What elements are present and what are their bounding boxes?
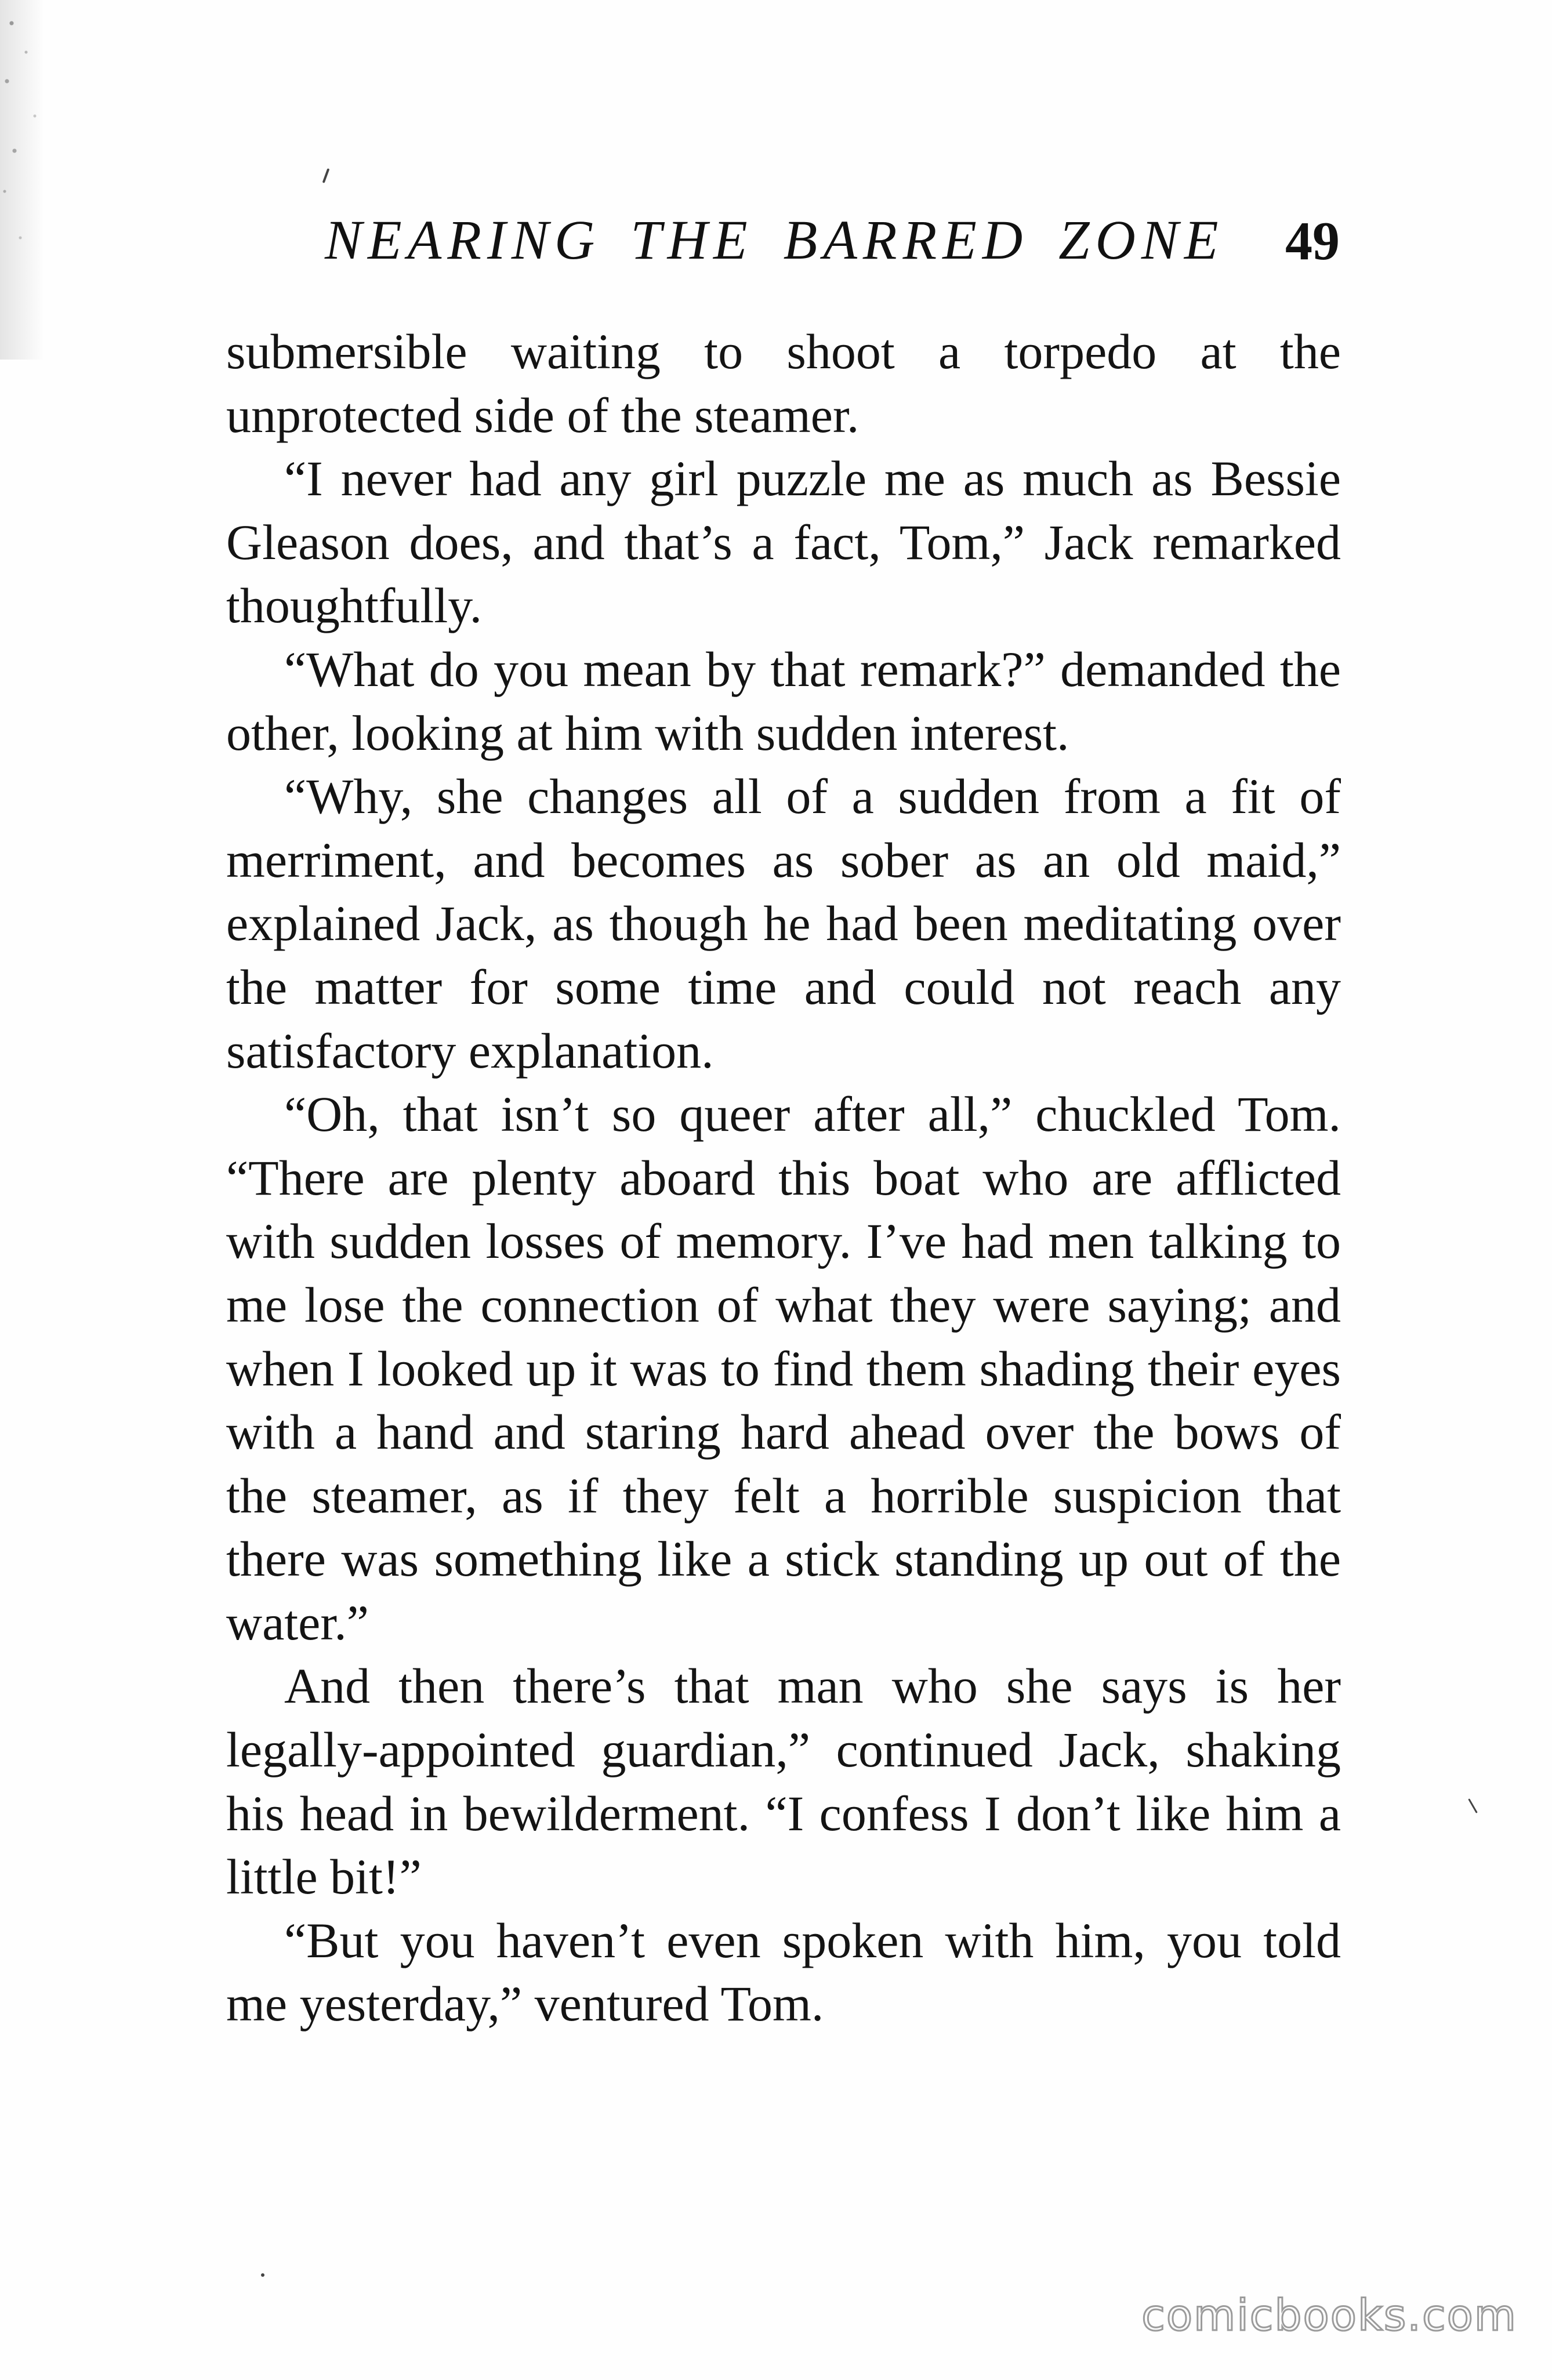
paragraph: “What do you mean by that remark?” demanded the other, looking at him with sudden interest.	[226, 641, 1341, 761]
stray-mark	[322, 168, 330, 183]
watermark-logo: comicbooks.com	[1141, 2291, 1517, 2341]
chapter-title: NEARING THE BARRED ZONE	[325, 209, 1224, 271]
paragraph: “Oh, that isn’t so queer after all,” chuckled Tom. “There are plenty aboard this boat who are afflicted with sudden losses of memory. I’ve had men talking to me lose the connection of what they were saying; and when I looked up it was to find them shading their eyes with a hand and staring hard ahead over the bows of the steamer, as if they felt a horrible suspicion that there was something like a stick standing up out of the water.”	[226, 1086, 1341, 1650]
body-text	[226, 320, 1341, 2036]
running-head	[325, 208, 1340, 277]
page-number: 49	[1285, 211, 1340, 271]
stray-mark	[261, 2273, 264, 2277]
paragraph: submersible waiting to shoot a torpedo at the unprotected side of the steamer.	[226, 324, 1341, 443]
scan-edge-shadow	[0, 0, 64, 360]
paragraph: “Why, she changes all of a sudden from a fit of merriment, and becomes as sober as an old maid,” explained Jack, as though he had been meditating over the matter for some time and could not reach any satisfactory explanation.	[226, 768, 1341, 1079]
paragraph: “I never had any girl puzzle me as much as Bessie Gleason does, and that’s a fact, Tom,” Jack remarked thoughtfully.	[226, 451, 1341, 634]
stray-mark	[1468, 1798, 1478, 1813]
paragraph: “But you haven’t even spoken with him, you told me yesterday,” ventured Tom.	[226, 1912, 1341, 2032]
paragraph: And then there’s that man who she says is her legally-appointed guardian,” continued Jack, shaking his head in bewilderment. “I confess I don’t like him a little bit!”	[226, 1658, 1341, 1905]
